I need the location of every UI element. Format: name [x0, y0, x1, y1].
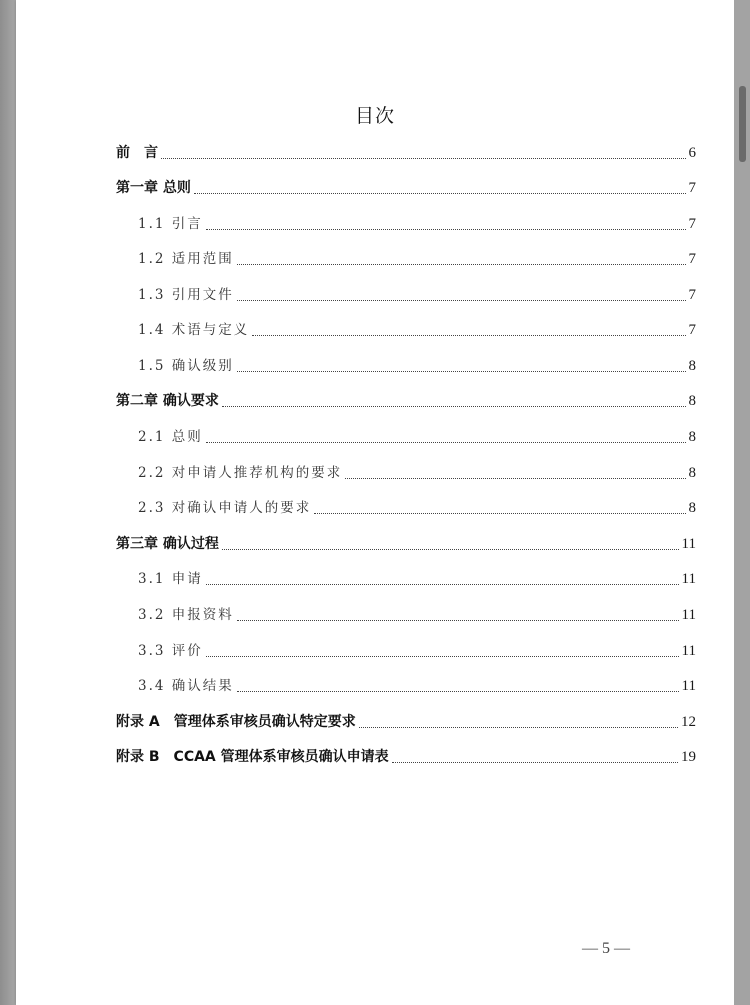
dot-leader	[206, 229, 686, 230]
toc-entry	[138, 495, 696, 519]
toc-entry-page: 8	[688, 393, 696, 409]
toc-entry-page: 7	[688, 216, 696, 232]
toc-entry-page: 11	[681, 607, 696, 623]
toc-entry-label: 1.5 确认级别	[138, 358, 234, 374]
dot-leader	[252, 335, 685, 336]
toc-entry-page: 19	[681, 749, 696, 765]
toc-entry-page: 8	[688, 429, 696, 445]
toc-entry-page: 11	[681, 643, 696, 659]
dot-leader	[237, 264, 686, 265]
toc-entry	[116, 388, 696, 412]
toc-entry-label: 1.3 引用文件	[138, 287, 234, 303]
dot-leader	[206, 442, 686, 443]
toc-entry-label: 3.4 确认结果	[138, 678, 234, 694]
dot-leader	[237, 691, 679, 692]
toc-entry	[116, 709, 696, 733]
toc-entry-label: 第三章 确认过程	[116, 536, 219, 552]
toc-entry	[138, 566, 696, 590]
dot-leader	[237, 371, 686, 372]
toc-entry-label: 第一章 总则	[116, 180, 191, 196]
toc-entry-label: 3.2 申报资料	[138, 607, 234, 623]
dot-leader	[222, 549, 679, 550]
toc-entry-page: 12	[681, 714, 696, 730]
dot-leader	[161, 158, 686, 159]
toc-entry-page: 7	[688, 180, 696, 196]
toc-entry	[116, 175, 696, 199]
dot-leader	[206, 584, 679, 585]
viewer-background-left	[0, 0, 16, 1005]
dot-leader	[345, 478, 685, 479]
toc-entry	[138, 602, 696, 626]
toc-entry	[138, 638, 696, 662]
dot-leader	[237, 620, 679, 621]
toc-entry-label: 2.1 总则	[138, 429, 203, 445]
toc-entry-page: 11	[681, 536, 696, 552]
toc-entry-page: 6	[688, 145, 696, 161]
toc-entry	[116, 140, 696, 164]
toc-entry-page: 7	[688, 251, 696, 267]
toc-entry-page: 11	[681, 571, 696, 587]
toc-entry	[138, 460, 696, 484]
toc-entry-label: 1.4 术语与定义	[138, 322, 250, 338]
toc-entry	[138, 246, 696, 270]
toc-entry-page: 8	[688, 358, 696, 374]
toc-entry-page: 8	[688, 465, 696, 481]
toc-entry-label: 前 言	[116, 145, 158, 161]
dot-leader	[222, 406, 686, 407]
toc-entry-label: 1.1 引言	[138, 216, 203, 232]
toc-entry-label: 附录 B CCAA 管理体系审核员确认申请表	[116, 749, 389, 765]
toc-entry	[138, 424, 696, 448]
toc-entry	[138, 317, 696, 341]
dot-leader	[392, 762, 678, 763]
toc-entry-page: 7	[688, 287, 696, 303]
toc-entry-label: 1.2 适用范围	[138, 251, 234, 267]
toc-entry-page: 7	[688, 322, 696, 338]
page-title: 目次	[354, 105, 395, 127]
toc-entry-label: 附录 A 管理体系审核员确认特定要求	[116, 714, 356, 730]
dot-leader	[237, 300, 686, 301]
toc-entry	[138, 211, 696, 235]
dot-leader	[314, 513, 685, 514]
toc-entry	[138, 282, 696, 306]
toc-entry-label: 2.3 对确认申请人的要求	[138, 500, 312, 516]
toc-entry	[116, 744, 696, 768]
toc-entry-label: 2.2 对申请人推荐机构的要求	[138, 465, 343, 481]
dot-leader	[206, 656, 679, 657]
toc-entry-page: 8	[688, 500, 696, 516]
toc-entry-label: 3.1 申请	[138, 571, 203, 587]
toc-entry-label: 3.3 评价	[138, 643, 203, 659]
dot-leader	[194, 193, 686, 194]
toc-entry	[138, 673, 696, 697]
page-number-footer: — 5 —	[582, 940, 630, 957]
toc-entry	[138, 353, 696, 377]
dot-leader	[359, 727, 678, 728]
toc-entry-page: 11	[681, 678, 696, 694]
toc-entry-label: 第二章 确认要求	[116, 393, 219, 409]
scrollbar-thumb[interactable]	[739, 86, 746, 162]
toc-entry	[116, 531, 696, 555]
